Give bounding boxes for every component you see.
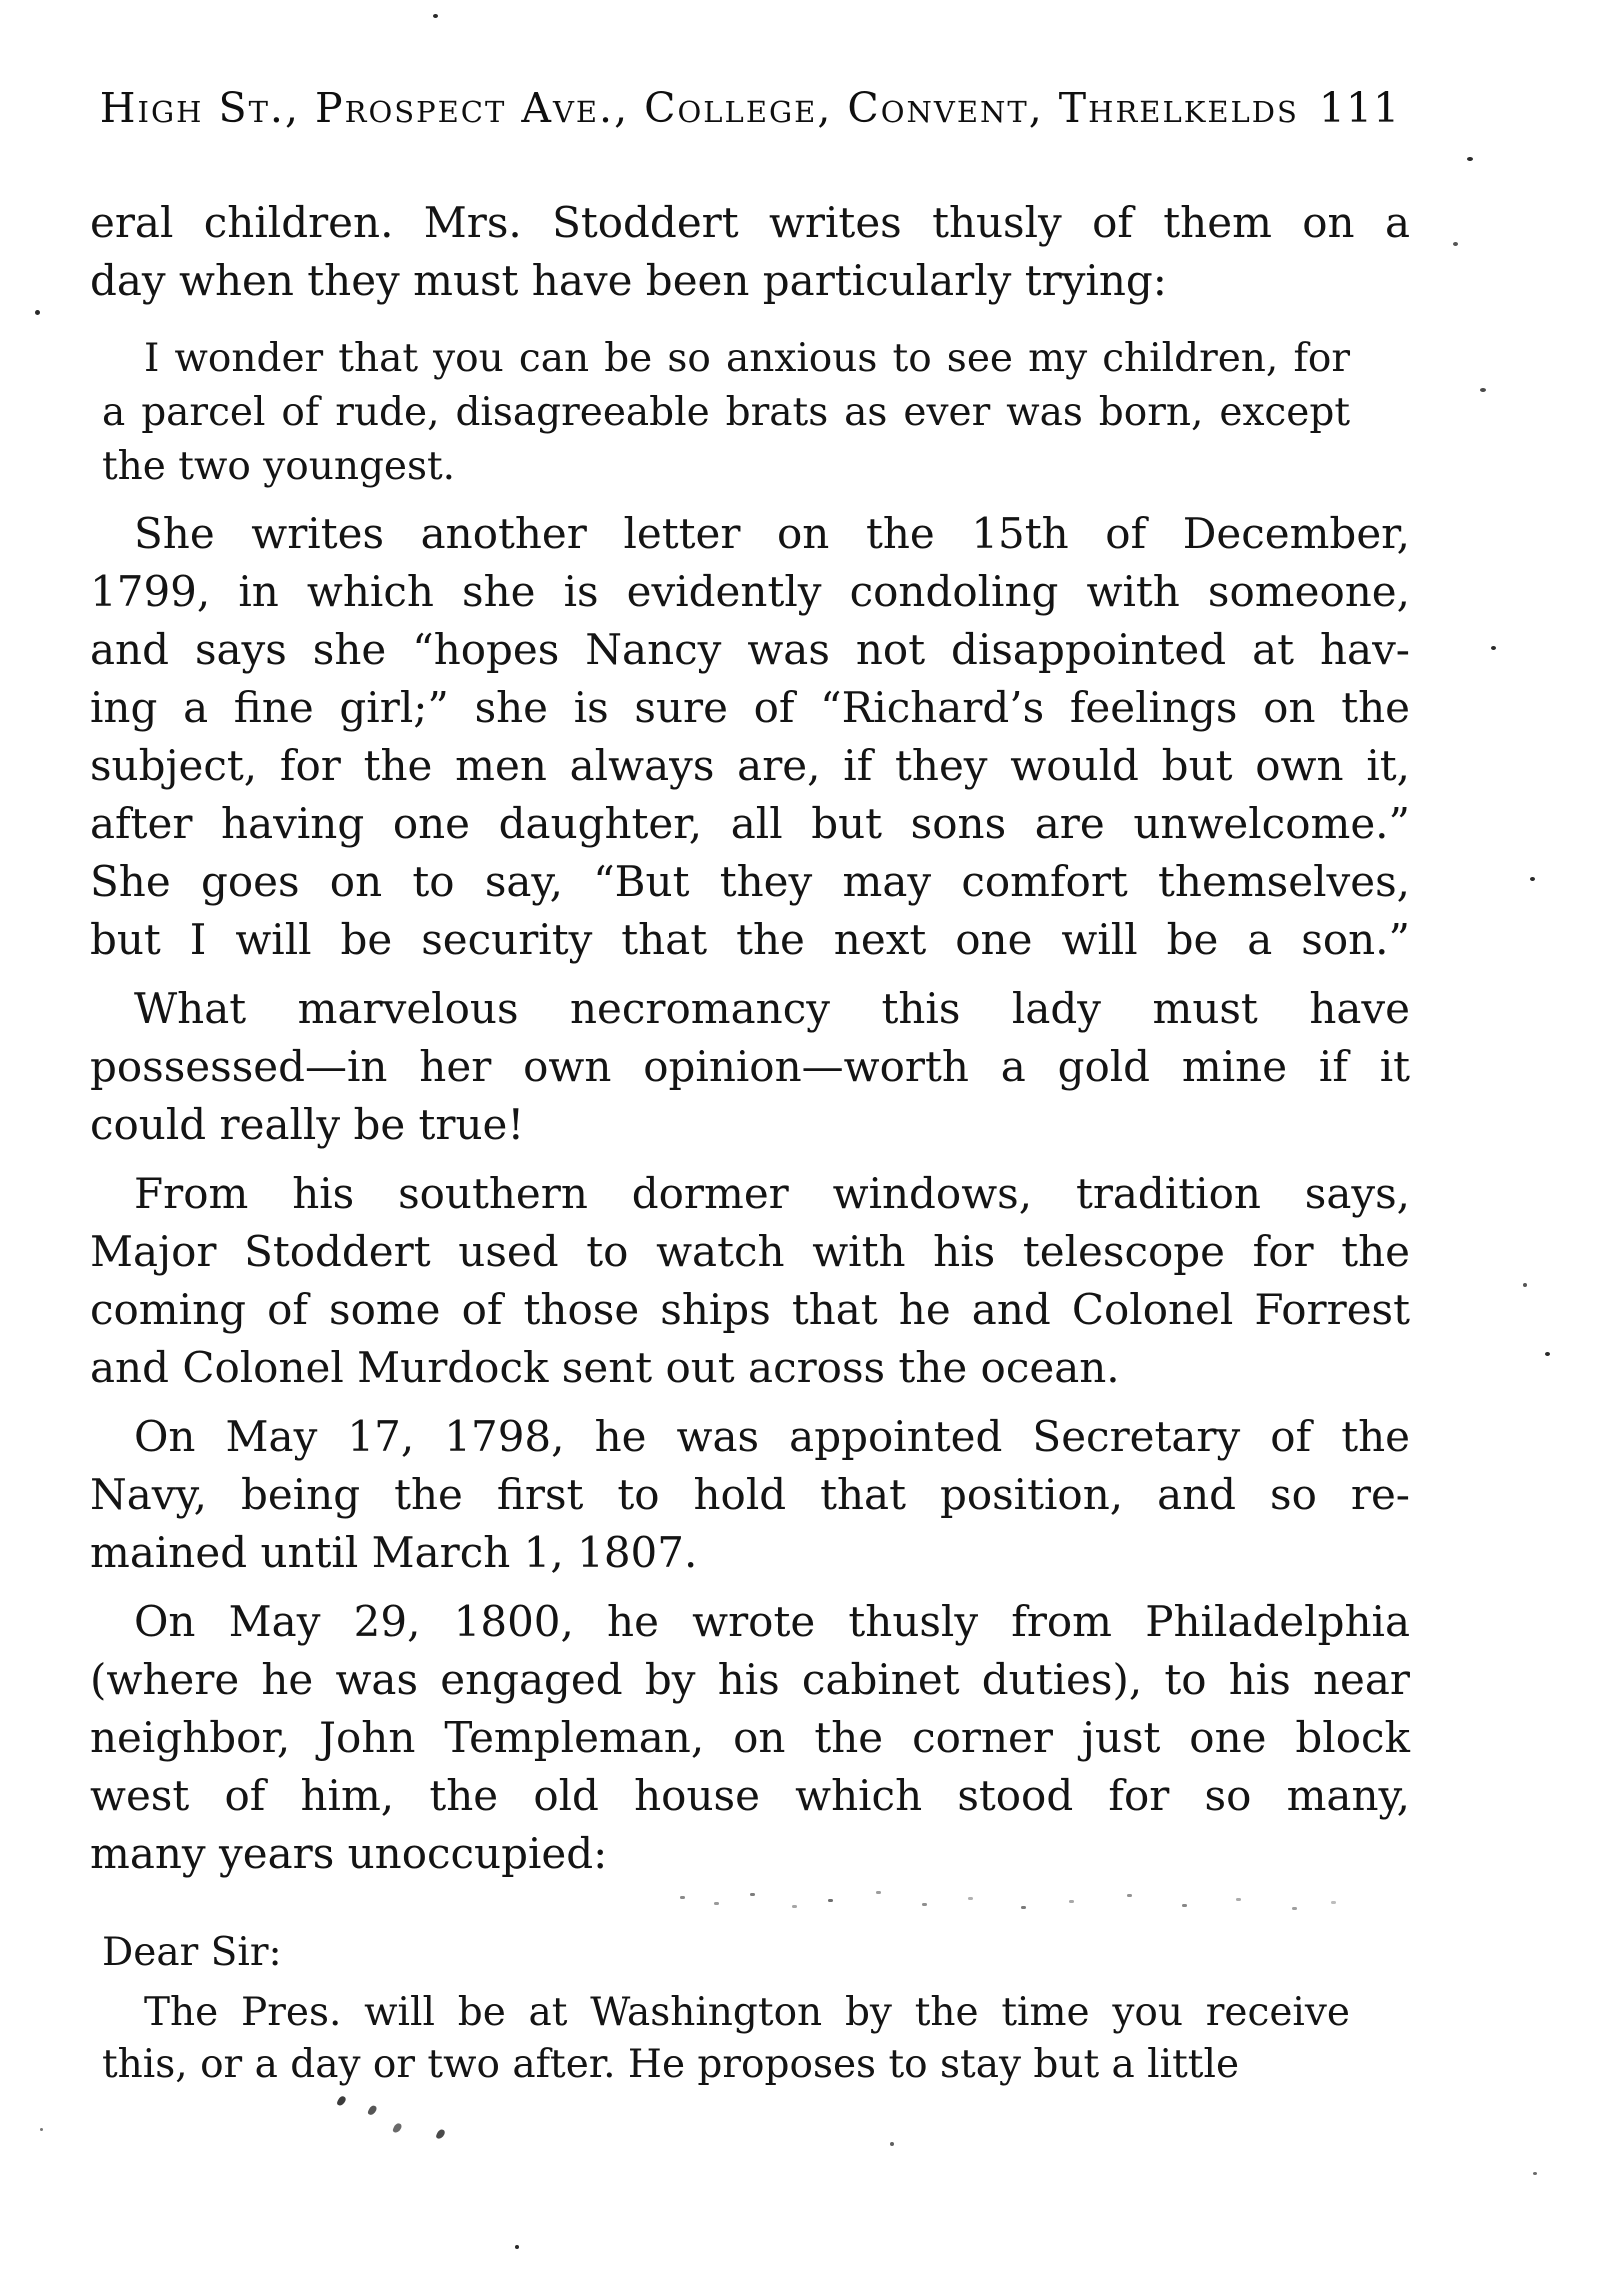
scan-speck	[40, 2128, 43, 2131]
paragraph-philadelphia	[90, 1593, 1410, 1883]
text-line: and Colonel Murdock sent out across the ocean.	[90, 1343, 1120, 1392]
text-line: subject, for the men always are, if they would but own it,	[90, 741, 1410, 790]
text-line: She goes on to say, “But they may comfort themselves,	[90, 857, 1410, 906]
scan-speck	[35, 310, 40, 315]
scan-smudge	[680, 1896, 685, 1899]
scan-speck	[1545, 1352, 1550, 1356]
letter-body	[102, 1987, 1350, 2091]
paragraph-december-letter	[90, 505, 1410, 969]
text-line: The Pres. will be at Washington by the time you receive	[144, 1990, 1350, 2035]
text-line: Navy, being the first to hold that position, and so re-	[90, 1470, 1410, 1519]
scan-speck	[1523, 1283, 1527, 1287]
text-line: On May 17, 1798, he was appointed Secretary of the	[134, 1412, 1410, 1461]
paragraph-secretary	[90, 1408, 1410, 1582]
scan-speck	[1491, 646, 1496, 650]
scan-speck	[433, 14, 438, 18]
paragraph-intro	[90, 194, 1410, 310]
text-line: From his southern dormer windows, tradition says,	[134, 1169, 1410, 1218]
text-line: day when they must have been particularly trying:	[90, 256, 1167, 305]
text-line: I wonder that you can be so anxious to see my children, for	[144, 336, 1350, 381]
scan-speck	[1480, 388, 1486, 392]
text-line: mained until March 1, 1807.	[90, 1528, 698, 1577]
running-head-title: High St., Prospect Ave., College, Convent, Threlkelds	[99, 84, 1299, 132]
paragraph-telescope	[90, 1165, 1410, 1397]
text-line: after having one daughter, all but sons are unwelcome.”	[90, 799, 1410, 848]
block-quote-children	[102, 332, 1350, 494]
text-line: west of him, the old house which stood for so many,	[90, 1771, 1410, 1820]
letter-salutation: Dear Sir:	[102, 1930, 282, 1975]
text-line: neighbor, John Templeman, on the corner just one block	[90, 1713, 1410, 1762]
text-line: ing a fine girl;” she is sure of “Richard’s feelings on the	[90, 683, 1410, 732]
page-number: 111	[1318, 84, 1401, 132]
page-body	[90, 194, 1410, 2091]
scan-speck	[1533, 2172, 1537, 2175]
scan-speck	[1453, 242, 1458, 246]
text-line: many years unoccupied:	[90, 1829, 608, 1878]
text-line: 1799, in which she is evidently condoling with someone,	[90, 567, 1410, 616]
text-line: (where he was engaged by his cabinet duties), to his near	[90, 1655, 1410, 1704]
running-head	[90, 84, 1410, 132]
text-line: eral children. Mrs. Stoddert writes thusly of them on a	[90, 198, 1410, 247]
scan-speck	[890, 2142, 894, 2146]
scan-speck	[515, 2245, 519, 2249]
text-line: and says she “hopes Nancy was not disappointed at hav-	[90, 625, 1410, 674]
text-line: this, or a day or two after. He proposes to stay but a little	[102, 2042, 1240, 2087]
scan-speck	[1467, 157, 1473, 161]
text-line: coming of some of those ships that he and Colonel Forrest	[90, 1285, 1410, 1334]
paragraph-necromancy	[90, 980, 1410, 1154]
text-line: possessed—in her own opinion—worth a gold mine if it	[90, 1042, 1410, 1091]
text-line: On May 29, 1800, he wrote thusly from Philadelphia	[134, 1597, 1410, 1646]
text-line: but I will be security that the next one will be a son.”	[90, 915, 1410, 964]
text-line: Major Stoddert used to watch with his telescope for the	[90, 1227, 1410, 1276]
text-line: What marvelous necromancy this lady must have	[134, 984, 1410, 1033]
text-line: the two youngest.	[102, 444, 456, 489]
text-line: could really be true!	[90, 1100, 525, 1149]
text-line: a parcel of rude, disagreeable brats as ever was born, except	[102, 390, 1350, 435]
text-line: She writes another letter on the 15th of December,	[134, 509, 1410, 558]
scan-speck	[1530, 877, 1535, 881]
